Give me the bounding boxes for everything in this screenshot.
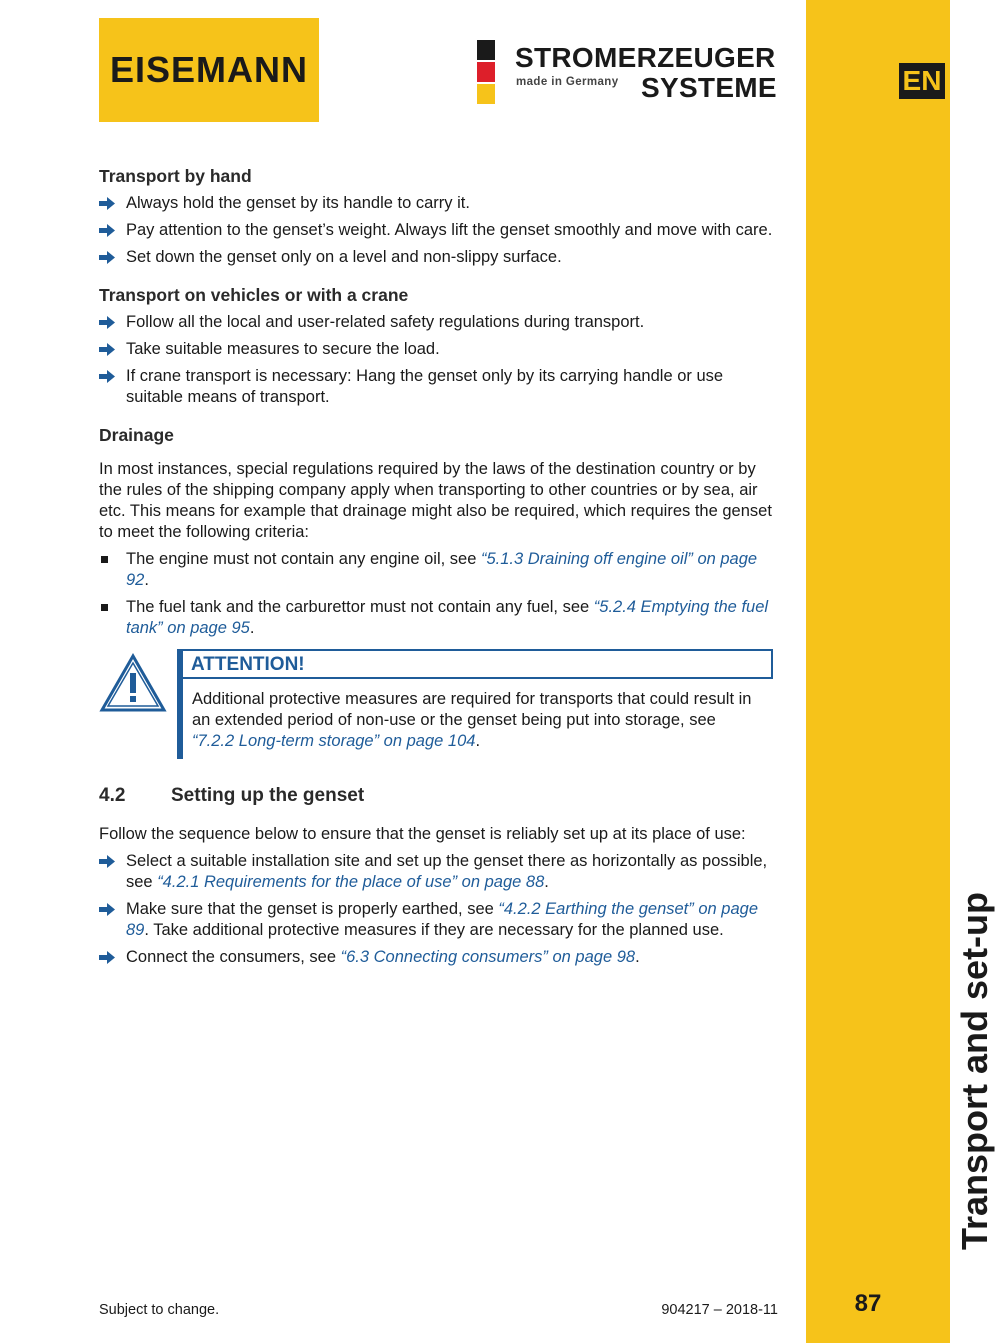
arrow-right-icon xyxy=(99,855,115,868)
drainage-list xyxy=(99,549,779,639)
vehicle-list xyxy=(99,312,779,408)
arrow-right-icon xyxy=(99,197,115,210)
arrow-right-icon xyxy=(99,343,115,356)
list-item: Take suitable measures to secure the load. xyxy=(99,339,779,360)
list-item: Connect the consumers, see “6.3 Connecting consumers” on page 98. xyxy=(99,947,779,968)
footer-doc-id: 904217 – 2018-11 xyxy=(661,1302,778,1318)
list-item: Pay attention to the genset’s weight. Always lift the genset smoothly and move with care. xyxy=(99,220,779,241)
section-title: Setting up the genset xyxy=(171,785,365,806)
section-number: 4.2 xyxy=(99,785,126,806)
warning-triangle-icon xyxy=(99,653,167,713)
chapter-title: Transport and set-up xyxy=(954,891,995,1250)
link-emptying-fuel[interactable]: “5.2.4 Emptying the fuel tank” on page 95 xyxy=(126,598,769,637)
list-item: Follow all the local and user-related safety regulations during transport. xyxy=(99,312,779,333)
arrow-right-icon xyxy=(99,951,115,964)
list-item: Set down the genset only on a level and non-slippy surface. xyxy=(99,247,779,268)
heading-transport-vehicle: Transport on vehicles or with a crane xyxy=(99,285,409,305)
heading-transport-by-hand: Transport by hand xyxy=(99,166,252,186)
eisemann-logo xyxy=(99,18,319,122)
arrow-right-icon xyxy=(99,251,115,264)
list-item: Select a suitable installation site and set up the genset there as horizontally as possible, see “4.2.1 Requirements for the place of use” on page 88. xyxy=(99,851,779,893)
german-flag-icon xyxy=(477,40,495,106)
link-connecting-consumers[interactable]: “6.3 Connecting consumers” on page 98 xyxy=(340,948,636,966)
arrow-right-icon xyxy=(99,316,115,329)
footer-note: Subject to change. xyxy=(99,1302,220,1318)
arrow-right-icon xyxy=(99,370,115,383)
language-badge: EN xyxy=(899,63,945,99)
brand-line-1: STROMERZEUGER xyxy=(515,42,776,73)
setup-list xyxy=(99,851,779,968)
brand-subtitle: made in Germany xyxy=(516,76,619,88)
link-earthing[interactable]: “4.2.2 Earthing the genset” on page 89 xyxy=(126,900,758,939)
section-heading-setup xyxy=(99,785,779,806)
attention-notice xyxy=(99,649,779,759)
attention-header xyxy=(183,649,773,679)
drainage-intro: In most instances, special regulations required by the laws of the destination country or by the rules of the shipping company apply when transporting to other countries or by sea, air etc. This means for example that drainage might also be required, which requires the genset to meet the following criteria: xyxy=(99,460,772,541)
page-number: 87 xyxy=(854,1290,882,1317)
square-bullet-icon xyxy=(101,604,108,611)
list-item: If crane transport is necessary: Hang the genset only by its carrying handle or use suitable means of transport. xyxy=(99,366,779,408)
link-draining-oil[interactable]: “5.1.3 Draining off engine oil” on page 92 xyxy=(126,550,758,589)
list-item: Make sure that the genset is properly earthed, see “4.2.2 Earthing the genset” on page 89. Take additional protective measures if they are necessary for the planned use. xyxy=(99,899,779,941)
list-item: The fuel tank and the carburettor must not contain any fuel, see “5.2.4 Emptying the fuel tank” on page 95. xyxy=(99,597,779,639)
main-content xyxy=(99,166,779,968)
logo-text: EISEMANN xyxy=(109,49,309,90)
chapter-sidebar xyxy=(806,0,950,1343)
link-long-term-storage[interactable]: “7.2.2 Long-term storage” on page 104 xyxy=(192,732,476,750)
link-place-of-use[interactable]: “4.2.1 Requirements for the place of use” on page 88 xyxy=(157,873,545,891)
arrow-right-icon xyxy=(99,903,115,916)
brand-line-2: SYSTEME xyxy=(641,72,777,103)
list-item: The engine must not contain any engine oil, see “5.1.3 Draining off engine oil” on page 92. xyxy=(99,549,779,591)
setup-intro: Follow the sequence below to ensure that the genset is reliably set up at its place of use: xyxy=(99,825,746,843)
list-item: Always hold the genset by its handle to carry it. xyxy=(99,193,779,214)
arrow-right-icon xyxy=(99,224,115,237)
attention-body: Additional protective measures are required for transports that could result in an extended period of non-use or the genset being put into storage, see “7.2.2 Long-term storage” on page 104. xyxy=(192,690,752,750)
attention-title: ATTENTION! xyxy=(191,654,305,675)
heading-drainage: Drainage xyxy=(99,425,174,445)
square-bullet-icon xyxy=(101,556,108,563)
hand-list xyxy=(99,193,779,268)
